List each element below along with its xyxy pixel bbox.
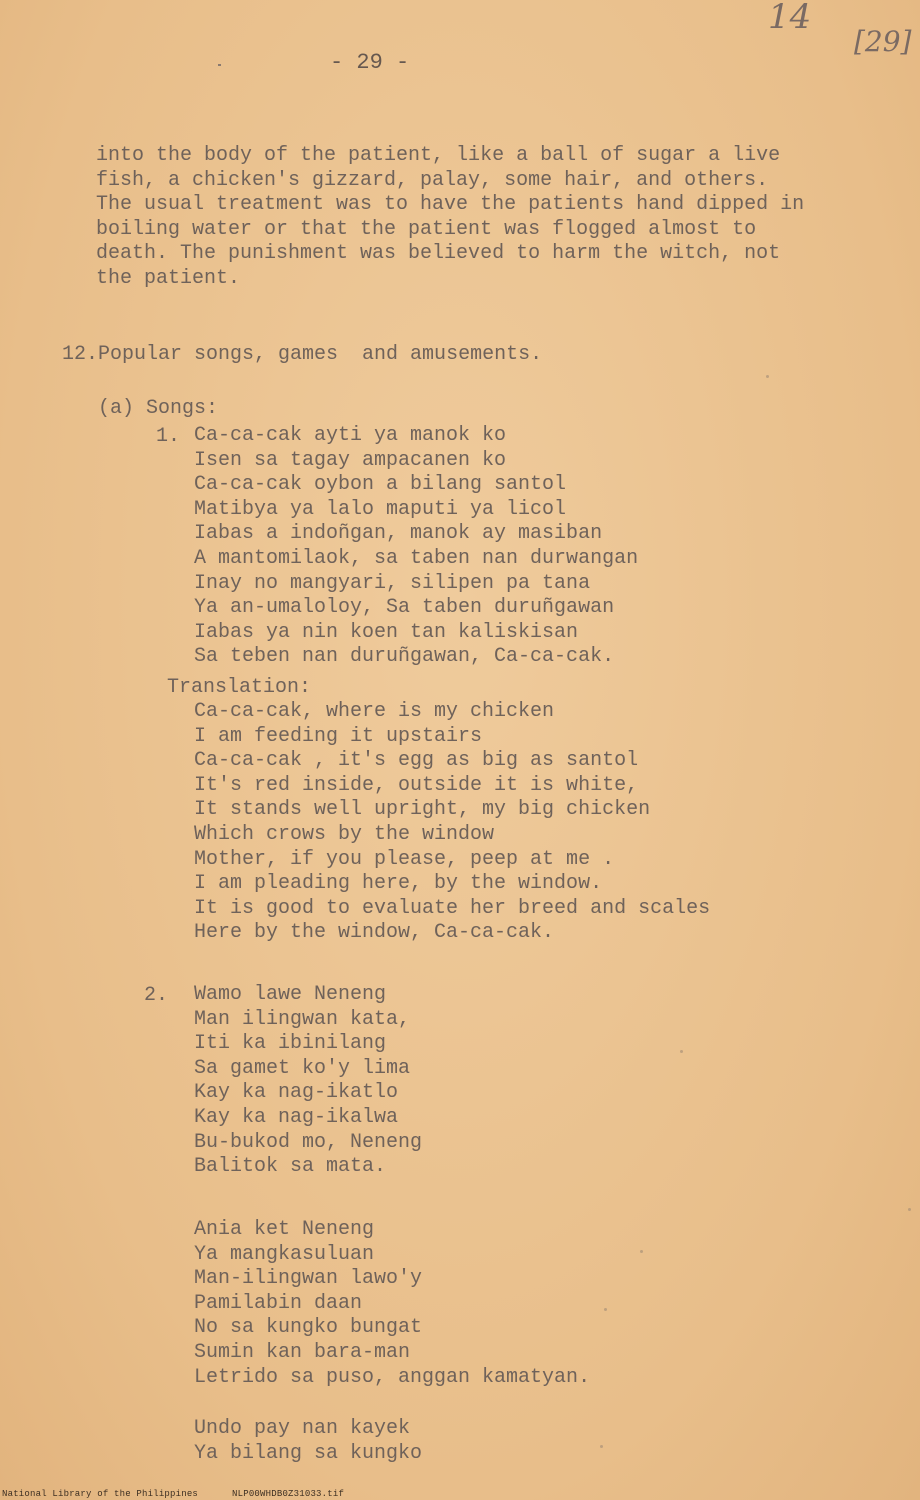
lyric-line: Kay ka nag-ikalwa [194, 1105, 399, 1129]
text-line: The usual treatment was to have the patients hand dipped in [96, 193, 805, 217]
lyric-line: Pamilabin daan [194, 1291, 363, 1315]
lyric-line: Ca-ca-cak ayti ya manok ko [194, 424, 507, 447]
song-2-number: 2. [144, 984, 169, 1007]
lyric-line: Isen sa tagay ampacanen ko [194, 448, 507, 472]
song-1-number: 1. [156, 425, 181, 448]
song-2-stanza-2 [194, 1218, 590, 1390]
lyric-line: A mantomilaok, sa taben nan durwangan [194, 546, 639, 570]
text-line: the patient. [96, 266, 241, 290]
paper-speck [640, 1250, 643, 1253]
library-credit: National Library of the Philippines [2, 1489, 199, 1499]
lyric-line: Undo pay nan kayek [194, 1417, 411, 1440]
lyric-line: Ca-ca-cak oybon a bilang santol [194, 473, 567, 497]
song-1-lyrics [194, 424, 638, 670]
lyric-line: Sumin kan bara-man [194, 1340, 411, 1364]
lyric-line: Balitok sa mata. [194, 1155, 387, 1179]
text-line: into the body of the patient, like a ball of sugar a live [96, 144, 781, 167]
lyric-line: Kay ka nag-ikatlo [194, 1081, 399, 1105]
lyric-line: Iabas a indoñgan, manok ay masiban [194, 522, 603, 546]
handwritten-page-reference: [29] [854, 25, 912, 58]
song-2-stanza-3 [194, 1417, 422, 1466]
lyric-line: Matibya ya lalo maputi ya licol [194, 497, 567, 521]
page-number: - 29 - [330, 50, 410, 75]
songs-subheading: (a) Songs: [98, 397, 219, 420]
lyric-line: Man-ilingwan lawo'y [194, 1267, 423, 1291]
translation-line: I am pleading here, by the window. [194, 872, 603, 896]
translation-label: Translation: [167, 676, 312, 699]
paper-speck [908, 1208, 911, 1211]
lyric-line: Ya bilang sa kungko [194, 1441, 423, 1465]
paper-speck [766, 375, 769, 378]
scan-file-id: NLP00WHDB0Z31033.tif [232, 1489, 345, 1499]
lyric-line: Man ilingwan kata, [194, 1007, 411, 1031]
lyric-line: Iti ka ibinilang [194, 1032, 387, 1056]
translation-line: Ca-ca-cak , it's egg as big as santol [194, 749, 639, 773]
scan-footer [2, 1489, 344, 1499]
song-2-stanza-1 [194, 983, 422, 1180]
handwritten-folio-number: 14 [768, 0, 812, 37]
lyric-line: Inay no mangyari, silipen pa tana [194, 571, 591, 595]
translation-line: It is good to evaluate her breed and scales [194, 896, 711, 920]
lyric-line: Iabas ya nin koen tan kaliskisan [194, 620, 579, 644]
lyric-line: Sa teben nan duruñgawan, Ca-ca-cak. [194, 645, 615, 669]
paper-speck [680, 1050, 683, 1053]
lyric-line: Wamo lawe Neneng [194, 983, 387, 1006]
lyric-line: Bu-bukod mo, Neneng [194, 1130, 423, 1154]
translation-line: It stands well upright, my big chicken [194, 798, 651, 822]
section-heading: 12.Popular songs, games and amusements. [62, 343, 543, 366]
song-1-translation [194, 700, 710, 946]
paper-speck [600, 1445, 603, 1448]
lyric-line: Ya mangkasuluan [194, 1242, 375, 1266]
lyric-line: Ya an-umaloloy, Sa taben duruñgawan [194, 596, 615, 620]
translation-line: I am feeding it upstairs [194, 724, 483, 748]
translation-line: It's red inside, outside it is white, [194, 773, 639, 797]
lyric-line: Ania ket Neneng [194, 1218, 375, 1241]
lyric-line: Sa gamet ko'y lima [194, 1056, 411, 1080]
text-line: boiling water or that the patient was flogged almost to [96, 217, 757, 241]
lyric-line: No sa kungko bungat [194, 1316, 423, 1340]
text-line: fish, a chicken's gizzard, palay, some hair, and others. [96, 168, 769, 192]
intro-paragraph [96, 144, 804, 292]
paper-speck [604, 1308, 607, 1311]
translation-line: Here by the window, Ca-ca-cak. [194, 921, 555, 945]
translation-line: Mother, if you please, peep at me . [194, 847, 615, 871]
text-line: death. The punishment was believed to harm the witch, not [96, 242, 781, 266]
translation-line: Which crows by the window [194, 822, 495, 846]
lyric-line: Letrido sa puso, anggan kamatyan. [194, 1365, 591, 1389]
translation-line: Ca-ca-cak, where is my chicken [194, 700, 555, 723]
